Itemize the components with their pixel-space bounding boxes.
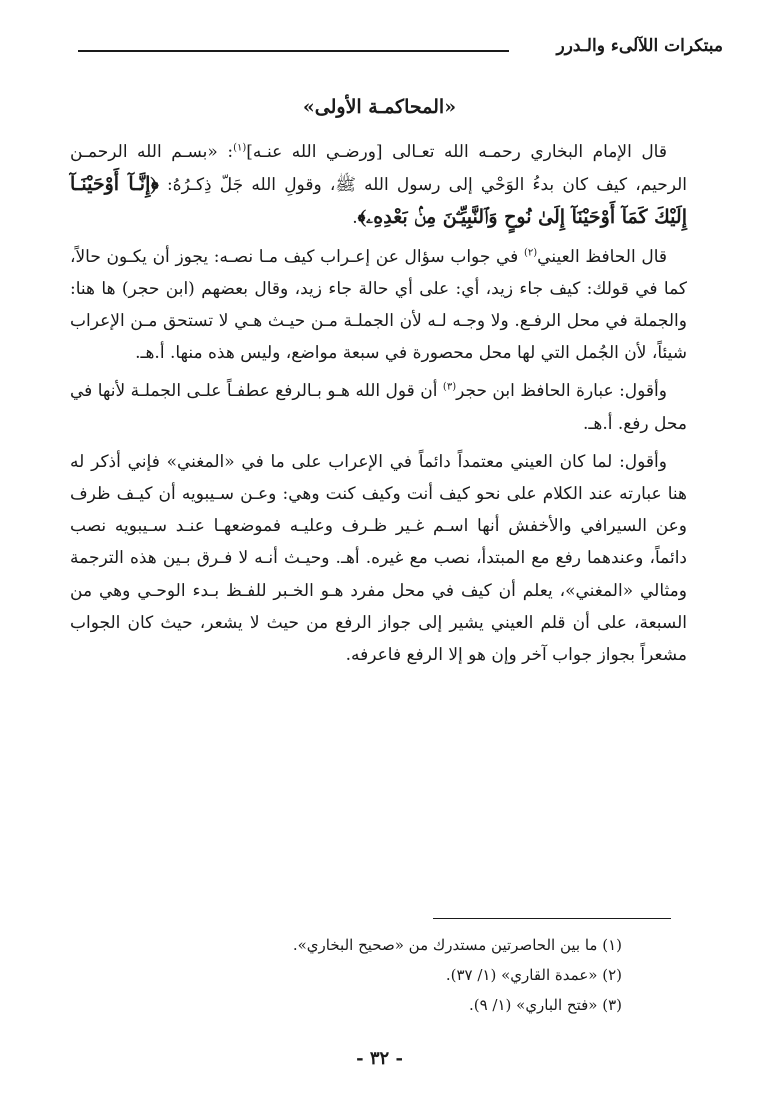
footnote-3: (٣) «فتح الباري» (١/ ٩).	[468, 996, 622, 1014]
section-title: «المحاكمـة الأولى»	[302, 96, 457, 118]
paragraph-text: في جواب سؤال عن إعـراب كيف مـا نصـه: يجوز أن يكـون حالاً، كما في قولك: كيف جاء زيد، أي: على أي حالة جاء زيد، وقال بعضهم (ابن حجر) ها هنا: والجملة في محل الرفـع. ولا وجـه لـه لأن الجملـة مـن حيـث هـي لا تستحق مـن الإعراب شيئاً، لأن الجُمل التي لها محل محصورة في سبعة مواضع، وليس هذه منها. أ.هـ.	[70, 246, 687, 364]
footnote-ref-2: (٢)	[523, 246, 538, 258]
paragraph-4	[70, 446, 687, 671]
paragraph-3	[70, 375, 687, 439]
paragraph-1	[70, 136, 687, 235]
paragraph-text: وأقول: عبارة الحافظ ابن حجر	[456, 381, 667, 402]
paragraph-text: أن قول الله هـو بـالرفع عطفـاً علـى الجملـة لأنها في محل رفع. أ.هـ.	[70, 381, 687, 434]
paragraph-text: وأقول: لما كان العيني معتمداً دائماً في الإعراب على ما في «المغني» فإني أذكر له هنا عبارته عند الكلام على نحو كيف أنت وكيف كنت وهي: وعـن سـيبويه أن كيـف ظرف وعن السيرافي والأخفش أنها اسـم غـير ظـرف وعليـه فموضعهـا عنـد سـيبويه نصب دائماً، وعندهما رفع مع المبتدأ، نصب مع غيره. أهـ. وحيـث أنـه لا فـرق بـين هذه الترجمة ومثالي «المغني»، يعلم أن كيف في محل مفرد هـو الخـبر للفـظ بـدء الوحـي وهي من السبعة، على أن قلم العيني يشير إلى جواز الرفع من حيث لا يشعر، حيث كان الجواب مشعراً بجواز جواب آخر وإن هو إلا الرفع فاعرفه.	[70, 451, 687, 666]
paragraph-text: .	[352, 208, 358, 229]
running-header-title: مبتكرات اللآلىء والـدرر	[556, 36, 723, 56]
footnote-ref-3: (٣)	[442, 381, 457, 393]
paragraph-text: قال الإمام البخاري رحمـه الله تعـالى [ورضـي الله عنـه]	[246, 142, 667, 162]
body-text	[70, 136, 687, 677]
footnote-2: (٢) «عمدة القاري» (١/ ٣٧).	[445, 966, 622, 984]
footnotes	[70, 930, 622, 1020]
footnote-1: (١) ما بين الحاصرتين مستدرك من «صحيح البخاري».	[292, 936, 622, 954]
quran-verse: ﴿إِنَّـآ أَوْحَيْنَـآ إِلَيْكَ كَمَآ أَوْحَيْنَآ إِلَىٰ نُوحٍ وَٱلنَّبِيِّـۧنَ مِنۢ بَعْدِهِۦ﴾	[70, 173, 687, 229]
paragraph-2	[70, 241, 687, 370]
footnote-rule	[433, 918, 671, 919]
header-rule	[78, 50, 509, 52]
footnote-ref-1: (١)	[233, 142, 247, 154]
paragraph-text: قال الحافظ العيني	[537, 246, 667, 267]
paragraph-text: : «بسـم الله الرحمـن الرحيم، كيف كان بدءُ الوَحْي إلى رسول الله ﷺ، وقولِ الله جَلّ ذِكـرُهُ:	[70, 142, 687, 196]
page-number: - ٣٢ -	[356, 1048, 403, 1069]
